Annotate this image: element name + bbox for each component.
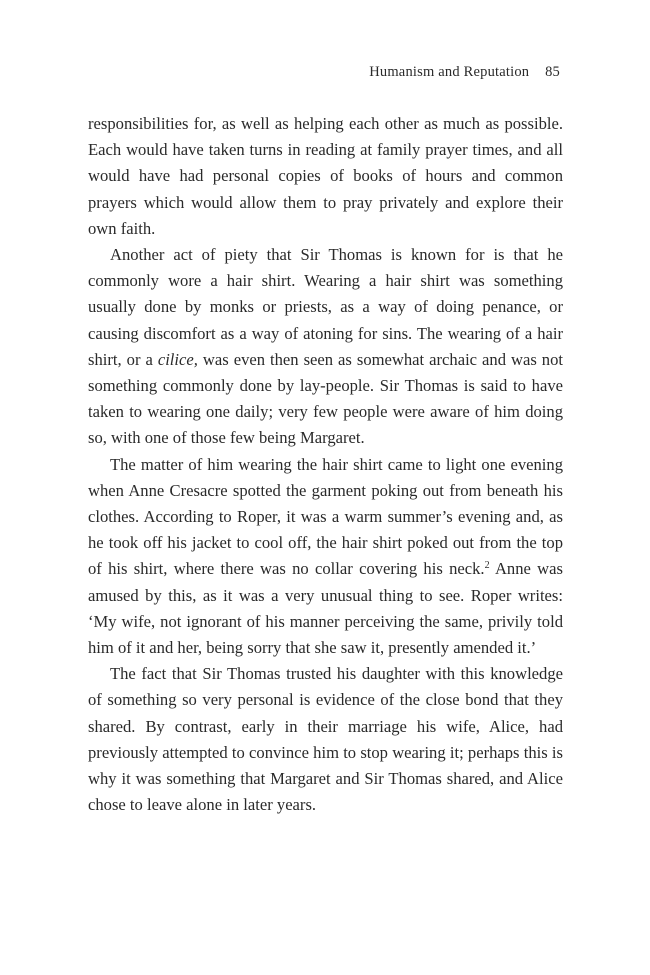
paragraph-2 xyxy=(88,242,563,452)
paragraph-1-text: responsibilities for, as well as helping each other as much as possible. Each would have taken turns in reading at family prayer times, and all would have had personal copies of books of hours and common prayers which would allow them to pray privately and explore their own faith. xyxy=(88,114,563,238)
paragraph-1 xyxy=(88,111,563,242)
running-title: Humanism and Reputation xyxy=(369,64,530,80)
paragraph-3-text-after: Anne was amused by this, as it was a very unusual thing to see. Roper writes: ‘My wife, not ignorant of his manner perceiving the same, privily told him of it and her, being sorry that she saw it, presently amended it.’ xyxy=(88,559,563,658)
running-header xyxy=(369,64,560,81)
paragraph-4 xyxy=(88,661,563,818)
paragraph-3-text-before: The matter of him wearing the hair shirt came to light one evening when Anne Cresacre spotted the garment poking out from beneath his clothes. According to Roper, it was a warm summer’s evening and, as he took off his jacket to cool off, the hair shirt poked out from the top of his shirt, where there was no collar covering his neck. xyxy=(88,454,563,579)
body-text xyxy=(88,111,563,818)
paragraph-4-text: The fact that Sir Thomas trusted his daughter with this knowledge of something so very personal is evidence of the close bond that they shared. By contrast, early in their marriage his wife, Alice, had previously attempted to convince him to stop wearing it; perhaps this is why it was something that Margaret and Sir Thomas shared, and Alice chose to leave alone in later years. xyxy=(88,664,563,815)
paragraph-3 xyxy=(88,452,563,662)
italic-term-cilice: cilice, xyxy=(157,349,198,369)
footnote-marker: 2 xyxy=(484,560,490,572)
page-number: 85 xyxy=(545,64,560,80)
paragraph-2-text-after: was even then seen as somewhat archaic and was not something commonly done by lay-people. Sir Thomas is said to have taken to wearing one daily; very few people were aware of him doing so, with one of those few being Margaret. xyxy=(88,349,563,448)
paragraph-2-text-before: Another act of piety that Sir Thomas is known for is that he commonly wore a hair shirt. Wearing a hair shirt was something usually done by monks or priests, as a way of doing penance, or causing discomfort as a way of atoning for sins. The wearing of a hair shirt, or a xyxy=(88,245,563,369)
